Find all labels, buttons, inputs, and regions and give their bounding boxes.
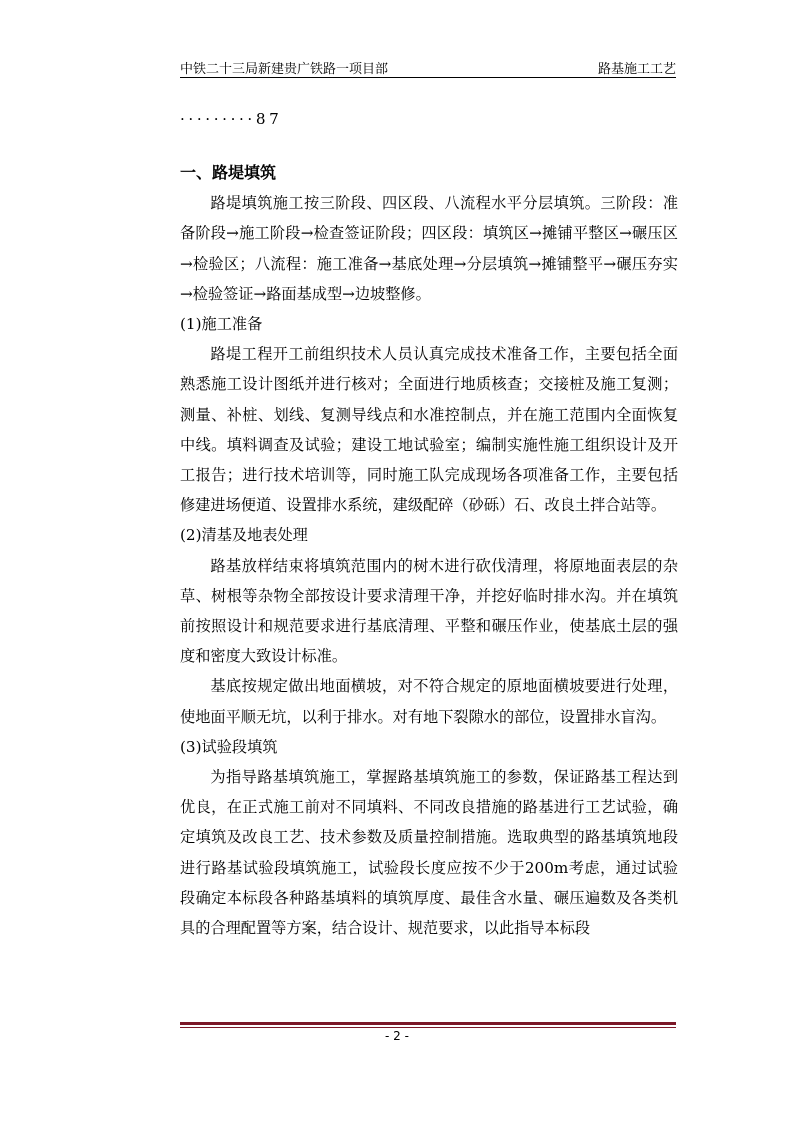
footer-rule-thick [180, 1022, 676, 1025]
subheading-construction-prep: (1)施工准备 [180, 315, 263, 334]
document-body [180, 104, 678, 943]
paragraph-test-section: 为指导路基填筑施工，掌握路基填筑施工的参数，保证路基工程达到优良，在正式施工前对不同填料、不同改良措施的路基进行工艺试验，确定填筑及改良工艺、技术参数及质量控制措施。选取典型的路基填筑地段进行路基试验段填筑施工，试验段长度应按不少于200m考虑，通过试验段确定本标段各种路基填料的填筑厚度、最佳含水量、碾压遍数及各类机具的合理配置等方案，结合设计、规范要求，以此指导本标段 [180, 768, 678, 938]
toc-leader-line: ·········87 [180, 110, 283, 128]
paragraph-base-clearing-1: 路基放样结束将填筑范围内的树木进行砍伐清理，将原地面表层的杂草、树根等杂物全部按设计要求清理干净，并挖好临时排水沟。并在填筑前按照设计和规范要求进行基底清理、平整和碾压作业，使基底土层的强度和密度大致设计标准。 [180, 556, 678, 666]
section-heading: 一、路堤填筑 [180, 163, 277, 182]
paragraph-construction-prep: 路堤工程开工前组织技术人员认真完成技术准备工作，主要包括全面熟悉施工设计图纸并进行核对；全面进行地质核查；交接桩及施工复测；测量、补桩、划线、复测导线点和水准控制点，并在施工范围内全面恢复中线。填料调查及试验；建设工地试验室；编制实施性施工组织设计及开工报告；进行技术培训等，同时施工队完成现场各项准备工作，主要包括修建进场便道、设置排水系统，建级配碎（砂砾）石、改良土拌合站等。 [180, 345, 678, 515]
header-organization: 中铁二十三局新建贵广铁路一项目部 [180, 62, 389, 77]
subheading-test-section: (3)试验段填筑 [180, 737, 278, 756]
page-header [180, 55, 676, 78]
paragraph-intro: 路堤填筑施工按三阶段、四区段、八流程水平分层填筑。三阶段：准备阶段→施工阶段→检查签证阶段；四区段：填筑区→摊铺平整区→碾压区→检验区；八流程：施工准备→基底处理→分层填筑→摊铺整平→碾压夯实→检验签证→路面基成型→边坡整修。 [180, 194, 678, 303]
header-document-title: 路基施工工艺 [597, 62, 676, 77]
paragraph-base-clearing-2: 基底按规定做出地面横坡，对不符合规定的原地面横坡要进行处理，使地面平顺无坑，以利于排水。对有地下裂隙水的部位，设置排水盲沟。 [180, 677, 678, 726]
subheading-base-clearing: (2)清基及地表处理 [180, 526, 308, 545]
footer-rule-thin [180, 1027, 676, 1028]
page-number: - 2 - [385, 1029, 409, 1043]
